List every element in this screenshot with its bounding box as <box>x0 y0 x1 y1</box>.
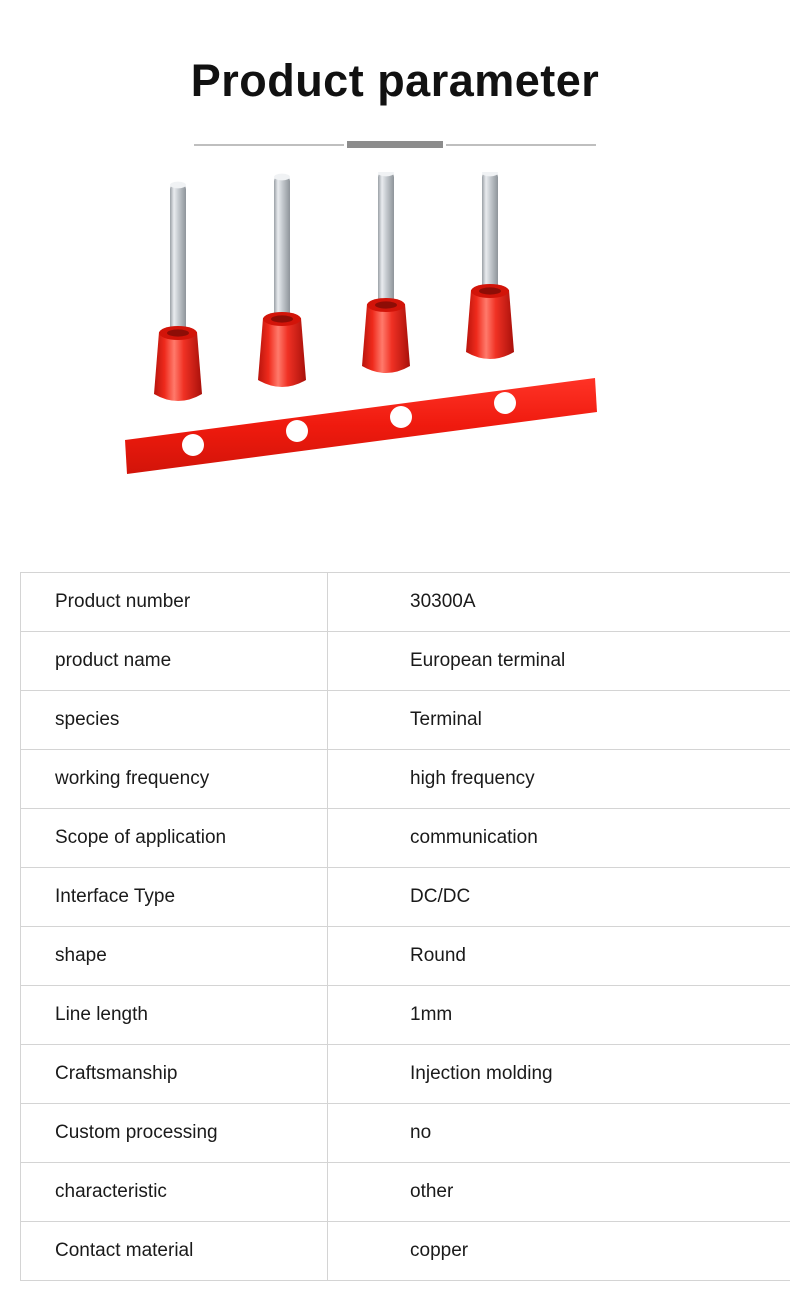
spec-value: high frequency <box>328 750 790 809</box>
spec-label: working frequency <box>21 750 328 809</box>
terminal-1 <box>154 181 202 400</box>
table-row <box>21 986 790 1045</box>
table-row <box>21 1104 790 1163</box>
table-row <box>21 573 790 632</box>
spec-label: Contact material <box>21 1222 328 1281</box>
spec-label: Product number <box>21 573 328 632</box>
spec-value: 1mm <box>328 986 790 1045</box>
page-title: Product parameter <box>190 55 600 106</box>
product-parameter-table <box>20 572 790 1281</box>
terminal-4 <box>466 172 514 359</box>
spec-label: characteristic <box>21 1163 328 1222</box>
table-row <box>21 691 790 750</box>
spec-value: Injection molding <box>328 1045 790 1104</box>
spec-value: DC/DC <box>328 868 790 927</box>
table-row <box>21 927 790 986</box>
spec-value: Terminal <box>328 691 790 750</box>
terminal-2 <box>258 173 306 386</box>
spec-value: other <box>328 1163 790 1222</box>
table-row <box>21 868 790 927</box>
spec-label: species <box>21 691 328 750</box>
spec-label: shape <box>21 927 328 986</box>
spec-value: no <box>328 1104 790 1163</box>
table-row <box>21 632 790 691</box>
spec-label: Scope of application <box>21 809 328 868</box>
spec-label: Interface Type <box>21 868 328 927</box>
spec-value: European terminal <box>328 632 790 691</box>
spec-label: Custom processing <box>21 1104 328 1163</box>
page-header <box>0 0 790 106</box>
table-row <box>21 809 790 868</box>
ferrule-terminals-illustration <box>115 172 675 482</box>
spec-value: copper <box>328 1222 790 1281</box>
title-divider <box>0 140 790 150</box>
spec-table-body <box>21 573 790 1281</box>
table-row <box>21 1222 790 1281</box>
table-row <box>21 1163 790 1222</box>
divider-right-line <box>446 144 596 146</box>
table-row <box>21 750 790 809</box>
spec-value: Round <box>328 927 790 986</box>
spec-label: product name <box>21 632 328 691</box>
spec-value: 30300A <box>328 573 790 632</box>
terminal-3 <box>362 172 410 373</box>
spec-value: communication <box>328 809 790 868</box>
spec-table-container <box>20 572 770 1281</box>
table-row <box>21 1045 790 1104</box>
spec-label: Craftsmanship <box>21 1045 328 1104</box>
divider-left-line <box>194 144 344 146</box>
product-image <box>0 172 790 502</box>
divider-center-bar <box>347 141 443 148</box>
spec-label: Line length <box>21 986 328 1045</box>
